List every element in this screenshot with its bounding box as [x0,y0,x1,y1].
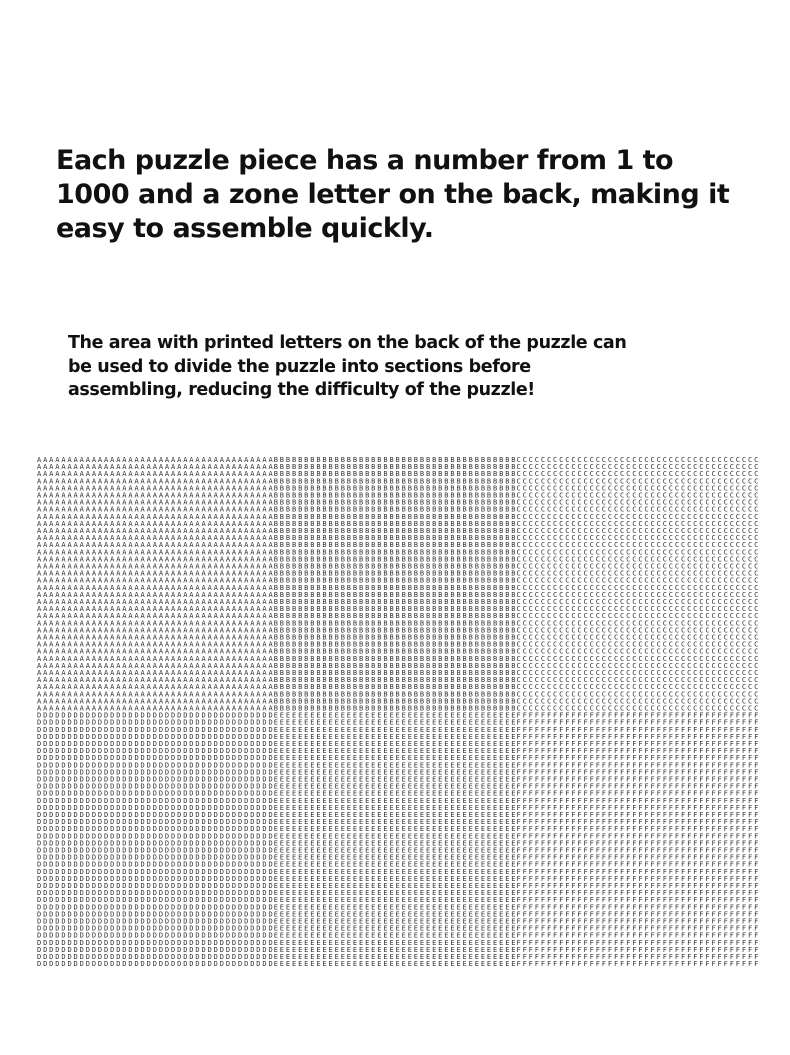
zone-f-letter-row: FFFFFFFFFFFFFFFFFFFFFFFFFFFFFFFFFFFFFFFF [516,725,759,734]
zone-d-letter-row: DDDDDDDDDDDDDDDDDDDDDDDDDDDDDDDDDDDDDDD [37,924,273,933]
zone-c-letter-row: CCCCCCCCCCCCCCCCCCCCCCCCCCCCCCCCCCCCCCCC [516,619,759,628]
zone-c-letter-row: CCCCCCCCCCCCCCCCCCCCCCCCCCCCCCCCCCCCCCCC [516,456,759,464]
zone-e-letter-row: EEEEEEEEEEEEEEEEEEEEEEEEEEEEEEEEEEEEEEEE [273,938,516,947]
zone-d-letter-row: DDDDDDDDDDDDDDDDDDDDDDDDDDDDDDDDDDDDDDD [37,775,273,784]
zone-b-letter-row: BBBBBBBBBBBBBBBBBBBBBBBBBBBBBBBBBBBBBBBB [273,527,516,535]
zone-b-letter-row: BBBBBBBBBBBBBBBBBBBBBBBBBBBBBBBBBBBBBBBB [273,491,516,500]
zone-f-letter-row: FFFFFFFFFFFFFFFFFFFFFFFFFFFFFFFFFFFFFFFF [516,732,759,741]
zone-e-letter-row: EEEEEEEEEEEEEEEEEEEEEEEEEEEEEEEEEEEEEEEE [273,853,516,862]
zone-f-letter-row: FFFFFFFFFFFFFFFFFFFFFFFFFFFFFFFFFFFFFFFF [516,882,759,890]
zone-a-letter-row: AAAAAAAAAAAAAAAAAAAAAAAAAAAAAAAAAAAAAAA [37,491,273,500]
zone-f-letter-row: FFFFFFFFFFFFFFFFFFFFFFFFFFFFFFFFFFFFFFFF [516,754,759,763]
zone-b-letter-row: BBBBBBBBBBBBBBBBBBBBBBBBBBBBBBBBBBBBBBBB [273,505,516,514]
zone-f-letter-row: FFFFFFFFFFFFFFFFFFFFFFFFFFFFFFFFFFFFFFFF [516,903,759,912]
zone-letter-grid-svg [36,456,764,972]
zone-a-letter-row: AAAAAAAAAAAAAAAAAAAAAAAAAAAAAAAAAAAAAAA [37,690,273,699]
zone-f-letter-row: FFFFFFFFFFFFFFFFFFFFFFFFFFFFFFFFFFFFFFFF [516,803,759,812]
zone-a-letter-row: AAAAAAAAAAAAAAAAAAAAAAAAAAAAAAAAAAAAAAA [37,498,273,507]
zone-f-letter-row: FFFFFFFFFFFFFFFFFFFFFFFFFFFFFFFFFFFFFFFF [516,761,759,770]
zone-e-letter-row: EEEEEEEEEEEEEEEEEEEEEEEEEEEEEEEEEEEEEEEE [273,903,516,912]
zone-f-letter-row: FFFFFFFFFFFFFFFFFFFFFFFFFFFFFFFFFFFFFFFF [516,832,759,841]
zone-c-letter-row: CCCCCCCCCCCCCCCCCCCCCCCCCCCCCCCCCCCCCCCC [516,690,759,699]
zone-a-letter-row: AAAAAAAAAAAAAAAAAAAAAAAAAAAAAAAAAAAAAAA [37,463,273,472]
zone-d-letter-row: DDDDDDDDDDDDDDDDDDDDDDDDDDDDDDDDDDDDDDD [37,754,273,763]
zone-f-letter-row: FFFFFFFFFFFFFFFFFFFFFFFFFFFFFFFFFFFFFFFF [516,775,759,784]
zone-e-letter-row: EEEEEEEEEEEEEEEEEEEEEEEEEEEEEEEEEEEEEEEE [273,960,516,969]
zone-c-letter-row: CCCCCCCCCCCCCCCCCCCCCCCCCCCCCCCCCCCCCCCC [516,484,759,493]
zone-f-letter-row: FFFFFFFFFFFFFFFFFFFFFFFFFFFFFFFFFFFFFFFF [516,924,759,933]
zone-a-letter-row: AAAAAAAAAAAAAAAAAAAAAAAAAAAAAAAAAAAAAAA [37,477,273,486]
zone-e-letter-row: EEEEEEEEEEEEEEEEEEEEEEEEEEEEEEEEEEEEEEEE [273,917,516,926]
zone-c-letter-row: CCCCCCCCCCCCCCCCCCCCCCCCCCCCCCCCCCCCCCCC [516,569,759,578]
zone-c-letter-row: CCCCCCCCCCCCCCCCCCCCCCCCCCCCCCCCCCCCCCCC [516,541,759,550]
zone-a-letter-row: AAAAAAAAAAAAAAAAAAAAAAAAAAAAAAAAAAAAAAA [37,512,273,521]
zone-d-letter-row: DDDDDDDDDDDDDDDDDDDDDDDDDDDDDDDDDDDDDDD [37,818,273,827]
zone-d-letter-row: DDDDDDDDDDDDDDDDDDDDDDDDDDDDDDDDDDDDDDD [37,768,273,777]
zone-b-letter-row: BBBBBBBBBBBBBBBBBBBBBBBBBBBBBBBBBBBBBBBB [273,456,516,464]
zone-e-letter-row: EEEEEEEEEEEEEEEEEEEEEEEEEEEEEEEEEEEEEEEE [273,910,516,919]
zone-f-letter-row: FFFFFFFFFFFFFFFFFFFFFFFFFFFFFFFFFFFFFFFF [516,889,759,898]
zone-c-letter-row: CCCCCCCCCCCCCCCCCCCCCCCCCCCCCCCCCCCCCCCC [516,463,759,472]
zone-c-letter-row: CCCCCCCCCCCCCCCCCCCCCCCCCCCCCCCCCCCCCCCC [516,470,759,479]
zone-f-letter-row: FFFFFFFFFFFFFFFFFFFFFFFFFFFFFFFFFFFFFFFF [516,960,759,969]
zone-a-letter-row: AAAAAAAAAAAAAAAAAAAAAAAAAAAAAAAAAAAAAAA [37,505,273,514]
zone-e-letter-row: EEEEEEEEEEEEEEEEEEEEEEEEEEEEEEEEEEEEEEEE [273,867,516,876]
zone-c-letter-row: CCCCCCCCCCCCCCCCCCCCCCCCCCCCCCCCCCCCCCCC [516,647,759,656]
zone-b-letter-row: BBBBBBBBBBBBBBBBBBBBBBBBBBBBBBBBBBBBBBBB [273,683,516,692]
zone-a-letter-row: AAAAAAAAAAAAAAAAAAAAAAAAAAAAAAAAAAAAAAA [37,697,273,706]
zone-a-letter-row: AAAAAAAAAAAAAAAAAAAAAAAAAAAAAAAAAAAAAAA [37,605,273,614]
zone-d-letter-row: DDDDDDDDDDDDDDDDDDDDDDDDDDDDDDDDDDDDDDD [37,931,273,940]
zone-f-letter-row: FFFFFFFFFFFFFFFFFFFFFFFFFFFFFFFFFFFFFFFF [516,874,759,883]
zone-e-letter-row: EEEEEEEEEEEEEEEEEEEEEEEEEEEEEEEEEEEEEEEE [273,889,516,898]
zone-a-letter-row: AAAAAAAAAAAAAAAAAAAAAAAAAAAAAAAAAAAAAAA [37,590,273,599]
zone-e-letter-row: EEEEEEEEEEEEEEEEEEEEEEEEEEEEEEEEEEEEEEEE [273,803,516,812]
zone-d-letter-row: DDDDDDDDDDDDDDDDDDDDDDDDDDDDDDDDDDDDDDD [37,803,273,812]
zone-f-letter-row: FFFFFFFFFFFFFFFFFFFFFFFFFFFFFFFFFFFFFFFF [516,747,759,756]
zone-c-letter-row: CCCCCCCCCCCCCCCCCCCCCCCCCCCCCCCCCCCCCCCC [516,590,759,599]
zone-c-letter-row: CCCCCCCCCCCCCCCCCCCCCCCCCCCCCCCCCCCCCCCC [516,477,759,486]
zone-a-letter-row: AAAAAAAAAAAAAAAAAAAAAAAAAAAAAAAAAAAAAAA [37,669,273,677]
zone-b-letter-row: BBBBBBBBBBBBBBBBBBBBBBBBBBBBBBBBBBBBBBBB [273,654,516,663]
zone-d-letter-row: DDDDDDDDDDDDDDDDDDDDDDDDDDDDDDDDDDDDDDD [37,811,273,819]
zone-a-letter-row: AAAAAAAAAAAAAAAAAAAAAAAAAAAAAAAAAAAAAAA [37,519,273,528]
zone-e-letter-row: EEEEEEEEEEEEEEEEEEEEEEEEEEEEEEEEEEEEEEEE [273,953,516,961]
zone-b-letter-row: BBBBBBBBBBBBBBBBBBBBBBBBBBBBBBBBBBBBBBBB [273,647,516,656]
zone-c-letter-row: CCCCCCCCCCCCCCCCCCCCCCCCCCCCCCCCCCCCCCCC [516,534,759,543]
zone-b-letter-row: BBBBBBBBBBBBBBBBBBBBBBBBBBBBBBBBBBBBBBBB [273,590,516,599]
zone-f-letter-row: FFFFFFFFFFFFFFFFFFFFFFFFFFFFFFFFFFFFFFFF [516,853,759,862]
zone-d-letter-row: DDDDDDDDDDDDDDDDDDDDDDDDDDDDDDDDDDDDDDD [37,938,273,947]
zone-f-letter-row: FFFFFFFFFFFFFFFFFFFFFFFFFFFFFFFFFFFFFFFF [516,740,759,748]
zone-c-letter-row: CCCCCCCCCCCCCCCCCCCCCCCCCCCCCCCCCCCCCCCC [516,527,759,535]
zone-b-letter-row: BBBBBBBBBBBBBBBBBBBBBBBBBBBBBBBBBBBBBBBB [273,555,516,564]
zone-b-letter-row: BBBBBBBBBBBBBBBBBBBBBBBBBBBBBBBBBBBBBBBB [273,576,516,585]
zone-d-letter-row: DDDDDDDDDDDDDDDDDDDDDDDDDDDDDDDDDDDDDDD [37,832,273,841]
zone-f-letter-row: FFFFFFFFFFFFFFFFFFFFFFFFFFFFFFFFFFFFFFFF [516,768,759,777]
zone-a-letter-row: AAAAAAAAAAAAAAAAAAAAAAAAAAAAAAAAAAAAAAA [37,683,273,692]
zone-c-letter-row: CCCCCCCCCCCCCCCCCCCCCCCCCCCCCCCCCCCCCCCC [516,505,759,514]
zone-c-letter-row: CCCCCCCCCCCCCCCCCCCCCCCCCCCCCCCCCCCCCCCC [516,633,759,642]
zone-b-letter-row: BBBBBBBBBBBBBBBBBBBBBBBBBBBBBBBBBBBBBBBB [273,676,516,685]
zone-d-letter-row: DDDDDDDDDDDDDDDDDDDDDDDDDDDDDDDDDDDDDDD [37,782,273,791]
zone-f-letter-row: FFFFFFFFFFFFFFFFFFFFFFFFFFFFFFFFFFFFFFFF [516,782,759,791]
zone-a-letter-row: AAAAAAAAAAAAAAAAAAAAAAAAAAAAAAAAAAAAAAA [37,548,273,557]
zone-c-letter-row: CCCCCCCCCCCCCCCCCCCCCCCCCCCCCCCCCCCCCCCC [516,669,759,677]
zone-a-letter-row: AAAAAAAAAAAAAAAAAAAAAAAAAAAAAAAAAAAAAAA [37,640,273,649]
zone-b-letter-row: BBBBBBBBBBBBBBBBBBBBBBBBBBBBBBBBBBBBBBBB [273,598,516,606]
zone-b-letter-row: BBBBBBBBBBBBBBBBBBBBBBBBBBBBBBBBBBBBBBBB [273,470,516,479]
zone-e-letter-row: EEEEEEEEEEEEEEEEEEEEEEEEEEEEEEEEEEEEEEEE [273,931,516,940]
zone-e-letter-row: EEEEEEEEEEEEEEEEEEEEEEEEEEEEEEEEEEEEEEEE [273,811,516,819]
zone-d-letter-row: DDDDDDDDDDDDDDDDDDDDDDDDDDDDDDDDDDDDDDD [37,825,273,834]
zone-e-letter-row: EEEEEEEEEEEEEEEEEEEEEEEEEEEEEEEEEEEEEEEE [273,818,516,827]
zone-c-letter-row: CCCCCCCCCCCCCCCCCCCCCCCCCCCCCCCCCCCCCCCC [516,491,759,500]
zone-b-letter-row: BBBBBBBBBBBBBBBBBBBBBBBBBBBBBBBBBBBBBBBB [273,512,516,521]
zone-c-letter-row: CCCCCCCCCCCCCCCCCCCCCCCCCCCCCCCCCCCCCCCC [516,548,759,557]
zone-f-letter-row: FFFFFFFFFFFFFFFFFFFFFFFFFFFFFFFFFFFFFFFF [516,896,759,905]
zone-b-letter-row: BBBBBBBBBBBBBBBBBBBBBBBBBBBBBBBBBBBBBBBB [273,534,516,543]
zone-c-letter-row: CCCCCCCCCCCCCCCCCCCCCCCCCCCCCCCCCCCCCCCC [516,598,759,606]
zone-b-letter-row: BBBBBBBBBBBBBBBBBBBBBBBBBBBBBBBBBBBBBBBB [273,612,516,621]
zone-d-letter-row: DDDDDDDDDDDDDDDDDDDDDDDDDDDDDDDDDDDDDDD [37,960,273,969]
zone-c-letter-row: CCCCCCCCCCCCCCCCCCCCCCCCCCCCCCCCCCCCCCCC [516,583,759,592]
zone-e-letter-row: EEEEEEEEEEEEEEEEEEEEEEEEEEEEEEEEEEEEEEEE [273,732,516,741]
zone-f-letter-row: FFFFFFFFFFFFFFFFFFFFFFFFFFFFFFFFFFFFFFFF [516,811,759,819]
zone-e-letter-row: EEEEEEEEEEEEEEEEEEEEEEEEEEEEEEEEEEEEEEEE [273,740,516,748]
zone-f-letter-row: FFFFFFFFFFFFFFFFFFFFFFFFFFFFFFFFFFFFFFFF [516,917,759,926]
zone-b-letter-row: BBBBBBBBBBBBBBBBBBBBBBBBBBBBBBBBBBBBBBBB [273,669,516,677]
zone-c-letter-row: CCCCCCCCCCCCCCCCCCCCCCCCCCCCCCCCCCCCCCCC [516,512,759,521]
zone-d-letter-row: DDDDDDDDDDDDDDDDDDDDDDDDDDDDDDDDDDDDDDD [37,889,273,898]
zone-c-letter-row: CCCCCCCCCCCCCCCCCCCCCCCCCCCCCCCCCCCCCCCC [516,654,759,663]
zone-c-letter-row: CCCCCCCCCCCCCCCCCCCCCCCCCCCCCCCCCCCCCCCC [516,519,759,528]
zone-c-letter-row: CCCCCCCCCCCCCCCCCCCCCCCCCCCCCCCCCCCCCCCC [516,676,759,685]
zone-f-letter-row: FFFFFFFFFFFFFFFFFFFFFFFFFFFFFFFFFFFFFFFF [516,839,759,848]
zone-b-letter-row: BBBBBBBBBBBBBBBBBBBBBBBBBBBBBBBBBBBBBBBB [273,548,516,557]
zone-b-letter-row: BBBBBBBBBBBBBBBBBBBBBBBBBBBBBBBBBBBBBBBB [273,626,516,635]
zone-b-letter-row: BBBBBBBBBBBBBBBBBBBBBBBBBBBBBBBBBBBBBBBB [273,619,516,628]
zone-b-letter-row: BBBBBBBBBBBBBBBBBBBBBBBBBBBBBBBBBBBBBBBB [273,519,516,528]
zone-b-letter-row: BBBBBBBBBBBBBBBBBBBBBBBBBBBBBBBBBBBBBBBB [273,569,516,578]
zone-a-letter-row: AAAAAAAAAAAAAAAAAAAAAAAAAAAAAAAAAAAAAAA [37,654,273,663]
zone-d-letter-row: DDDDDDDDDDDDDDDDDDDDDDDDDDDDDDDDDDDDDDD [37,789,273,798]
zone-d-letter-row: DDDDDDDDDDDDDDDDDDDDDDDDDDDDDDDDDDDDDDD [37,718,273,727]
zone-c-letter-row: CCCCCCCCCCCCCCCCCCCCCCCCCCCCCCCCCCCCCCCC [516,704,759,713]
zone-d-letter-row: DDDDDDDDDDDDDDDDDDDDDDDDDDDDDDDDDDDDDDD [37,882,273,890]
zone-a-letter-row: AAAAAAAAAAAAAAAAAAAAAAAAAAAAAAAAAAAAAAA [37,598,273,606]
zone-d-letter-row: DDDDDDDDDDDDDDDDDDDDDDDDDDDDDDDDDDDDDDD [37,867,273,876]
zone-f-letter-row: FFFFFFFFFFFFFFFFFFFFFFFFFFFFFFFFFFFFFFFF [516,796,759,805]
zone-d-letter-row: DDDDDDDDDDDDDDDDDDDDDDDDDDDDDDDDDDDDDDD [37,711,273,720]
zone-d-letter-row: DDDDDDDDDDDDDDDDDDDDDDDDDDDDDDDDDDDDDDD [37,747,273,756]
zone-b-letter-row: BBBBBBBBBBBBBBBBBBBBBBBBBBBBBBBBBBBBBBBB [273,704,516,713]
zone-a-letter-row: AAAAAAAAAAAAAAAAAAAAAAAAAAAAAAAAAAAAAAA [37,626,273,635]
puzzle-back-zone-letter-grid [36,456,764,972]
zone-c-letter-row: CCCCCCCCCCCCCCCCCCCCCCCCCCCCCCCCCCCCCCCC [516,640,759,649]
zone-a-letter-row: AAAAAAAAAAAAAAAAAAAAAAAAAAAAAAAAAAAAAAA [37,541,273,550]
zone-e-letter-row: EEEEEEEEEEEEEEEEEEEEEEEEEEEEEEEEEEEEEEEE [273,874,516,883]
zone-c-letter-row: CCCCCCCCCCCCCCCCCCCCCCCCCCCCCCCCCCCCCCCC [516,612,759,621]
zone-f-letter-row: FFFFFFFFFFFFFFFFFFFFFFFFFFFFFFFFFFFFFFFF [516,931,759,940]
zone-d-letter-row: DDDDDDDDDDDDDDDDDDDDDDDDDDDDDDDDDDDDDDD [37,917,273,926]
zone-c-letter-row: CCCCCCCCCCCCCCCCCCCCCCCCCCCCCCCCCCCCCCCC [516,697,759,706]
zone-e-letter-row: EEEEEEEEEEEEEEEEEEEEEEEEEEEEEEEEEEEEEEEE [273,882,516,890]
zone-f-letter-row: FFFFFFFFFFFFFFFFFFFFFFFFFFFFFFFFFFFFFFFF [516,945,759,954]
zone-d-letter-row: DDDDDDDDDDDDDDDDDDDDDDDDDDDDDDDDDDDDDDD [37,874,273,883]
zone-e-letter-row: EEEEEEEEEEEEEEEEEEEEEEEEEEEEEEEEEEEEEEEE [273,761,516,770]
zone-d-letter-row: DDDDDDDDDDDDDDDDDDDDDDDDDDDDDDDDDDDDDDD [37,761,273,770]
zone-a-letter-row: AAAAAAAAAAAAAAAAAAAAAAAAAAAAAAAAAAAAAAA [37,527,273,535]
zone-d-letter-row: DDDDDDDDDDDDDDDDDDDDDDDDDDDDDDDDDDDDDDD [37,725,273,734]
zone-d-letter-row: DDDDDDDDDDDDDDDDDDDDDDDDDDDDDDDDDDDDDDD [37,903,273,912]
zone-a-letter-row: AAAAAAAAAAAAAAAAAAAAAAAAAAAAAAAAAAAAAAA [37,633,273,642]
zone-f-letter-row: FFFFFFFFFFFFFFFFFFFFFFFFFFFFFFFFFFFFFFFF [516,867,759,876]
zone-c-letter-row: CCCCCCCCCCCCCCCCCCCCCCCCCCCCCCCCCCCCCCCC [516,498,759,507]
zone-e-letter-row: EEEEEEEEEEEEEEEEEEEEEEEEEEEEEEEEEEEEEEEE [273,782,516,791]
zone-a-letter-row: AAAAAAAAAAAAAAAAAAAAAAAAAAAAAAAAAAAAAAA [37,470,273,479]
zone-f-letter-row: FFFFFFFFFFFFFFFFFFFFFFFFFFFFFFFFFFFFFFFF [516,860,759,869]
zone-f-letter-row: FFFFFFFFFFFFFFFFFFFFFFFFFFFFFFFFFFFFFFFF [516,818,759,827]
zone-a-letter-row: AAAAAAAAAAAAAAAAAAAAAAAAAAAAAAAAAAAAAAA [37,676,273,685]
zone-d-letter-row: DDDDDDDDDDDDDDDDDDDDDDDDDDDDDDDDDDDDDDD [37,853,273,862]
zone-c-letter-row: CCCCCCCCCCCCCCCCCCCCCCCCCCCCCCCCCCCCCCCC [516,555,759,564]
zone-b-letter-row: BBBBBBBBBBBBBBBBBBBBBBBBBBBBBBBBBBBBBBBB [273,640,516,649]
zone-b-letter-row: BBBBBBBBBBBBBBBBBBBBBBBBBBBBBBBBBBBBBBBB [273,484,516,493]
zone-e-letter-row: EEEEEEEEEEEEEEEEEEEEEEEEEEEEEEEEEEEEEEEE [273,796,516,805]
zone-d-letter-row: DDDDDDDDDDDDDDDDDDDDDDDDDDDDDDDDDDDDDDD [37,846,273,855]
zone-e-letter-row: EEEEEEEEEEEEEEEEEEEEEEEEEEEEEEEEEEEEEEEE [273,896,516,905]
headline: Each puzzle piece has a number from 1 to 1000 and a zone letter on the back, making it easy to assemble quickly. [56,145,730,244]
zone-d-letter-row: DDDDDDDDDDDDDDDDDDDDDDDDDDDDDDDDDDDDDDD [37,732,273,741]
zone-b-letter-row: BBBBBBBBBBBBBBBBBBBBBBBBBBBBBBBBBBBBBBBB [273,697,516,706]
zone-e-letter-row: EEEEEEEEEEEEEEEEEEEEEEEEEEEEEEEEEEEEEEEE [273,860,516,869]
zone-a-letter-row: AAAAAAAAAAAAAAAAAAAAAAAAAAAAAAAAAAAAAAA [37,562,273,571]
zone-e-letter-row: EEEEEEEEEEEEEEEEEEEEEEEEEEEEEEEEEEEEEEEE [273,775,516,784]
zone-e-letter-row: EEEEEEEEEEEEEEEEEEEEEEEEEEEEEEEEEEEEEEEE [273,754,516,763]
zone-f-letter-row: FFFFFFFFFFFFFFFFFFFFFFFFFFFFFFFFFFFFFFFF [516,789,759,798]
zone-e-letter-row: EEEEEEEEEEEEEEEEEEEEEEEEEEEEEEEEEEEEEEEE [273,718,516,727]
zone-e-letter-row: EEEEEEEEEEEEEEEEEEEEEEEEEEEEEEEEEEEEEEEE [273,832,516,841]
zone-e-letter-row: EEEEEEEEEEEEEEEEEEEEEEEEEEEEEEEEEEEEEEEE [273,839,516,848]
zone-c-letter-row: CCCCCCCCCCCCCCCCCCCCCCCCCCCCCCCCCCCCCCCC [516,576,759,585]
zone-a-letter-row: AAAAAAAAAAAAAAAAAAAAAAAAAAAAAAAAAAAAAAA [37,456,273,464]
zone-f-letter-row: FFFFFFFFFFFFFFFFFFFFFFFFFFFFFFFFFFFFFFFF [516,953,759,961]
zone-f-letter-row: FFFFFFFFFFFFFFFFFFFFFFFFFFFFFFFFFFFFFFFF [516,938,759,947]
zone-d-letter-row: DDDDDDDDDDDDDDDDDDDDDDDDDDDDDDDDDDDDDDD [37,945,273,954]
zone-c-letter-row: CCCCCCCCCCCCCCCCCCCCCCCCCCCCCCCCCCCCCCCC [516,626,759,635]
zone-a-letter-row: AAAAAAAAAAAAAAAAAAAAAAAAAAAAAAAAAAAAAAA [37,704,273,713]
zone-f-letter-row: FFFFFFFFFFFFFFFFFFFFFFFFFFFFFFFFFFFFFFFF [516,846,759,855]
zone-e-letter-row: EEEEEEEEEEEEEEEEEEEEEEEEEEEEEEEEEEEEEEEE [273,846,516,855]
zone-f-letter-row: FFFFFFFFFFFFFFFFFFFFFFFFFFFFFFFFFFFFFFFF [516,718,759,727]
zone-e-letter-row: EEEEEEEEEEEEEEEEEEEEEEEEEEEEEEEEEEEEEEEE [273,725,516,734]
zone-b-letter-row: BBBBBBBBBBBBBBBBBBBBBBBBBBBBBBBBBBBBBBBB [273,633,516,642]
zone-b-letter-row: BBBBBBBBBBBBBBBBBBBBBBBBBBBBBBBBBBBBBBBB [273,541,516,550]
zone-a-letter-row: AAAAAAAAAAAAAAAAAAAAAAAAAAAAAAAAAAAAAAA [37,534,273,543]
zone-c-letter-row: CCCCCCCCCCCCCCCCCCCCCCCCCCCCCCCCCCCCCCCC [516,605,759,614]
zone-b-letter-row: BBBBBBBBBBBBBBBBBBBBBBBBBBBBBBBBBBBBBBBB [273,605,516,614]
zone-a-letter-row: AAAAAAAAAAAAAAAAAAAAAAAAAAAAAAAAAAAAAAA [37,569,273,578]
zone-a-letter-row: AAAAAAAAAAAAAAAAAAAAAAAAAAAAAAAAAAAAAAA [37,647,273,656]
zone-c-letter-row: CCCCCCCCCCCCCCCCCCCCCCCCCCCCCCCCCCCCCCCC [516,562,759,571]
zone-f-letter-row: FFFFFFFFFFFFFFFFFFFFFFFFFFFFFFFFFFFFFFFF [516,711,759,720]
zone-b-letter-row: BBBBBBBBBBBBBBBBBBBBBBBBBBBBBBBBBBBBBBBB [273,477,516,486]
zone-c-letter-row: CCCCCCCCCCCCCCCCCCCCCCCCCCCCCCCCCCCCCCCC [516,661,759,670]
zone-a-letter-row: AAAAAAAAAAAAAAAAAAAAAAAAAAAAAAAAAAAAAAA [37,661,273,670]
zone-e-letter-row: EEEEEEEEEEEEEEEEEEEEEEEEEEEEEEEEEEEEEEEE [273,711,516,720]
zone-e-letter-row: EEEEEEEEEEEEEEEEEEEEEEEEEEEEEEEEEEEEEEEE [273,789,516,798]
zone-e-letter-row: EEEEEEEEEEEEEEEEEEEEEEEEEEEEEEEEEEEEEEEE [273,924,516,933]
zone-c-letter-row: CCCCCCCCCCCCCCCCCCCCCCCCCCCCCCCCCCCCCCCC [516,683,759,692]
zone-d-letter-row: DDDDDDDDDDDDDDDDDDDDDDDDDDDDDDDDDDDDDDD [37,860,273,869]
zone-d-letter-row: DDDDDDDDDDDDDDDDDDDDDDDDDDDDDDDDDDDDDDD [37,953,273,961]
zone-f-letter-row: FFFFFFFFFFFFFFFFFFFFFFFFFFFFFFFFFFFFFFFF [516,910,759,919]
zone-d-letter-row: DDDDDDDDDDDDDDDDDDDDDDDDDDDDDDDDDDDDDDD [37,910,273,919]
zone-b-letter-row: BBBBBBBBBBBBBBBBBBBBBBBBBBBBBBBBBBBBBBBB [273,583,516,592]
zone-e-letter-row: EEEEEEEEEEEEEEEEEEEEEEEEEEEEEEEEEEEEEEEE [273,945,516,954]
zone-b-letter-row: BBBBBBBBBBBBBBBBBBBBBBBBBBBBBBBBBBBBBBBB [273,498,516,507]
zone-d-letter-row: DDDDDDDDDDDDDDDDDDDDDDDDDDDDDDDDDDDDDDD [37,839,273,848]
zone-b-letter-row: BBBBBBBBBBBBBBBBBBBBBBBBBBBBBBBBBBBBBBBB [273,661,516,670]
zone-letter-description: The area with printed letters on the back of the puzzle can be used to divide the puzzle into sections before assembling, reducing the difficulty of the puzzle! [68,333,627,400]
zone-d-letter-row: DDDDDDDDDDDDDDDDDDDDDDDDDDDDDDDDDDDDDDD [37,896,273,905]
zone-a-letter-row: AAAAAAAAAAAAAAAAAAAAAAAAAAAAAAAAAAAAAAA [37,583,273,592]
zone-b-letter-row: BBBBBBBBBBBBBBBBBBBBBBBBBBBBBBBBBBBBBBBB [273,463,516,472]
zone-d-letter-row: DDDDDDDDDDDDDDDDDDDDDDDDDDDDDDDDDDDDDDD [37,796,273,805]
zone-d-letter-row: DDDDDDDDDDDDDDDDDDDDDDDDDDDDDDDDDDDDDDD [37,740,273,748]
zone-e-letter-row: EEEEEEEEEEEEEEEEEEEEEEEEEEEEEEEEEEEEEEEE [273,747,516,756]
zone-a-letter-row: AAAAAAAAAAAAAAAAAAAAAAAAAAAAAAAAAAAAAAA [37,619,273,628]
zone-a-letter-row: AAAAAAAAAAAAAAAAAAAAAAAAAAAAAAAAAAAAAAA [37,484,273,493]
zone-b-letter-row: BBBBBBBBBBBBBBBBBBBBBBBBBBBBBBBBBBBBBBBB [273,690,516,699]
zone-a-letter-row: AAAAAAAAAAAAAAAAAAAAAAAAAAAAAAAAAAAAAAA [37,612,273,621]
zone-e-letter-row: EEEEEEEEEEEEEEEEEEEEEEEEEEEEEEEEEEEEEEEE [273,768,516,777]
zone-f-letter-row: FFFFFFFFFFFFFFFFFFFFFFFFFFFFFFFFFFFFFFFF [516,825,759,834]
zone-e-letter-row: EEEEEEEEEEEEEEEEEEEEEEEEEEEEEEEEEEEEEEEE [273,825,516,834]
zone-b-letter-row: BBBBBBBBBBBBBBBBBBBBBBBBBBBBBBBBBBBBBBBB [273,562,516,571]
zone-a-letter-row: AAAAAAAAAAAAAAAAAAAAAAAAAAAAAAAAAAAAAAA [37,576,273,585]
zone-a-letter-row: AAAAAAAAAAAAAAAAAAAAAAAAAAAAAAAAAAAAAAA [37,555,273,564]
